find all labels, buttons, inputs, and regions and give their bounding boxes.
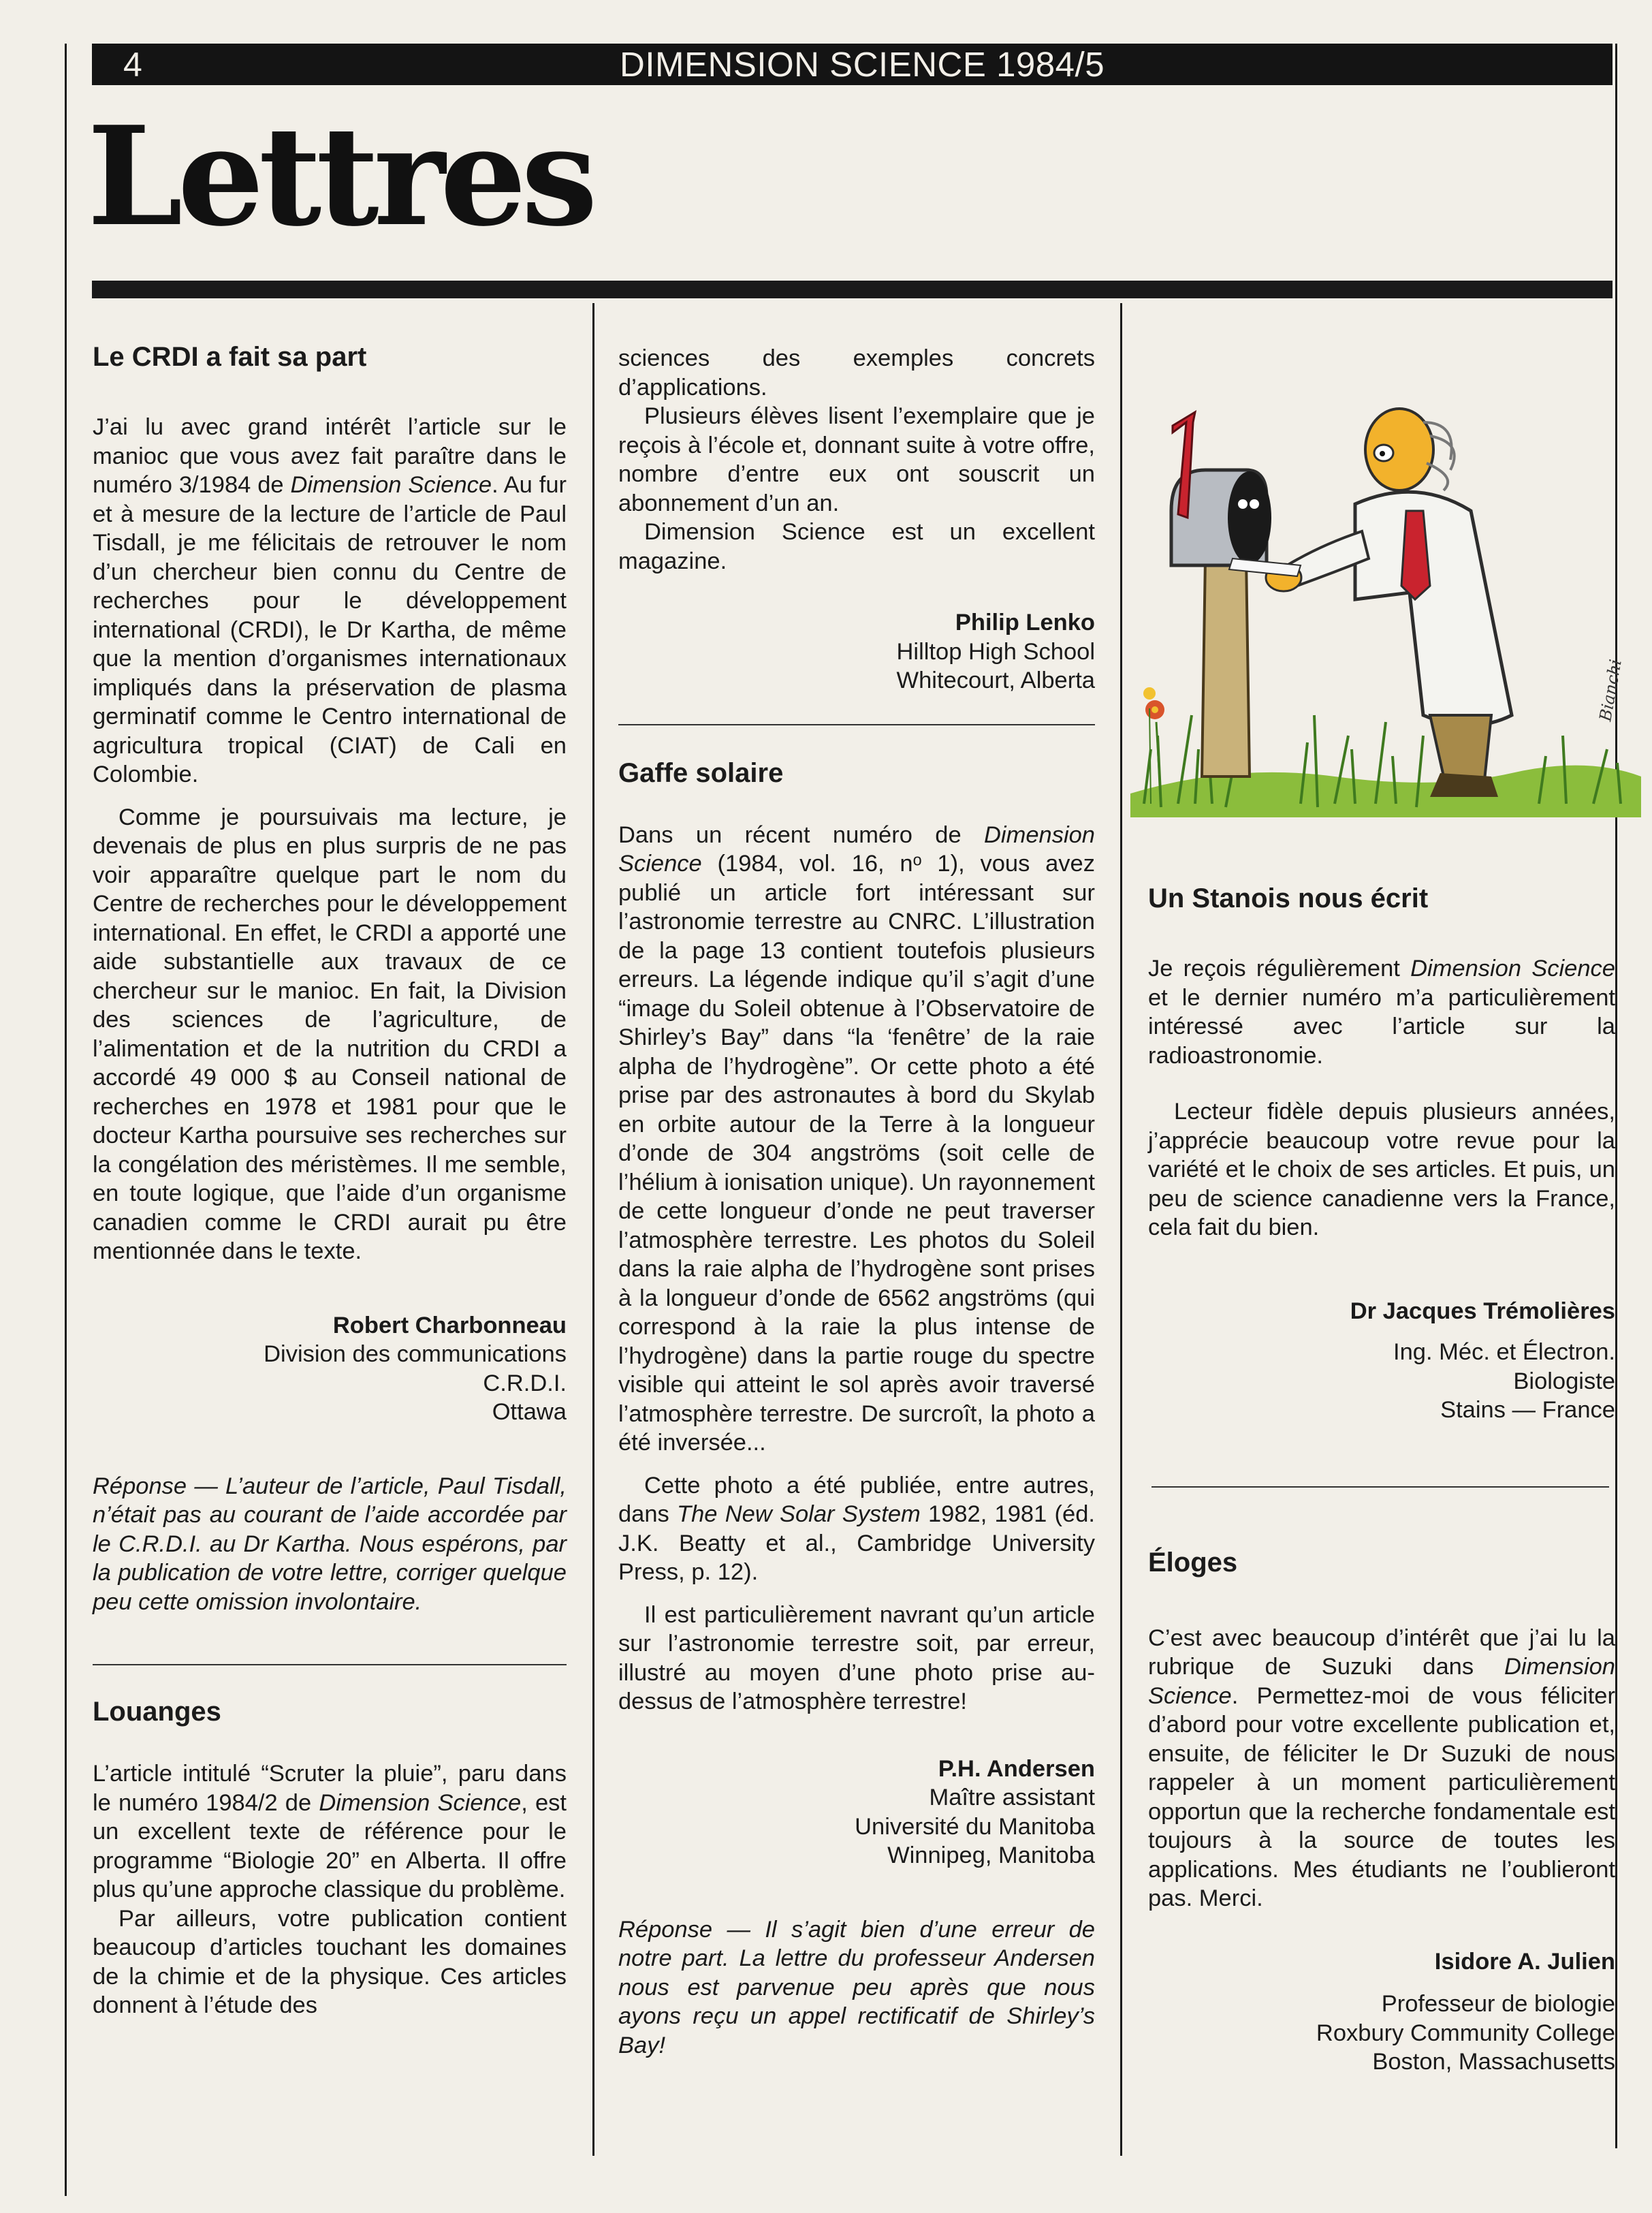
signature-affiliation: Hilltop High School — [896, 638, 1095, 665]
eye-in-mailbox — [1238, 499, 1248, 509]
letter-signature — [1148, 1947, 1615, 2077]
signature-affiliation: Maître assistant — [929, 1785, 1095, 1810]
signature-affiliation: Professeur de biologie — [1381, 1991, 1615, 2017]
letter-heading: Un Stanois nous écrit — [1148, 883, 1429, 913]
editor-reply: Réponse — Il s’agit bien d’une erreur de notre part. La lettre du professeur Andersen nous est parvenue peu après que nous ayons reçu un appel rectificatif de Shirley’s Bay! — [618, 1916, 1095, 2058]
letter-paragraph: Il est particulièrement navrant qu’un article sur l’astronomie terrestre soit, par erreur, illustré au moyen d’une photo prise au-dessus de l’atmosphère terrestre! — [618, 1601, 1095, 1714]
mailbox-cartoon — [1130, 395, 1641, 817]
letter-paragraph: Cette photo a été publiée, entre autres, dans The New Solar System 1982, 1981 (éd. J.K. Beatty et al., Cambridge University Press, p. 12). — [618, 1472, 1095, 1585]
signature-location: Boston, Massachusetts — [1372, 2049, 1615, 2075]
scientist-coat — [1355, 492, 1512, 725]
artist-signature: Bianchi — [1595, 657, 1625, 723]
letter-heading: Louanges — [93, 1697, 221, 1727]
letter-heading: Le CRDI a fait sa part — [93, 342, 367, 372]
mailbox-opening — [1228, 471, 1271, 564]
column-3 — [1148, 882, 1615, 2077]
signature-location: Ottawa — [492, 1399, 567, 1425]
letter-paragraph: J’ai lu avec grand intérêt l’article sur le manioc que vous avez fait paraître dans le numéro 3/1984 de Dimension Science. Au fur et à mesure de la lecture de l’article de Paul Tisdall, je me félicitais de retrouver le nom d’un chercheur bien connu du Centre de recherches pour le développement international (CRDI), le Dr Kartha, de même que la mention d’organismes internationaux impliqués dans la préservation de plasma germinatif comme le Centro international de agricultura tropical (CIAT) de Cali en Colombie. — [93, 414, 567, 787]
right-margin-rule — [1615, 44, 1617, 2148]
letter-signature — [618, 1755, 1095, 1870]
letter-heading: Gaffe solaire — [618, 757, 784, 788]
letter-gaffe-solaire — [618, 757, 1095, 2060]
scientist-pupil — [1380, 451, 1385, 456]
eye-in-mailbox — [1250, 499, 1259, 509]
column-rule-1 — [592, 303, 594, 2156]
signature-affiliation: Université du Manitoba — [855, 1813, 1095, 1840]
letter-separator — [1151, 1486, 1609, 1488]
letter-signature — [618, 608, 1095, 695]
letter-paragraph: Plusieurs élèves lisent l’exemplaire que je reçois à l’école et, donnant suite à votre offre, nombre d’entre eux ont souscrit un abonnement d’un an. — [618, 403, 1095, 516]
letter-paragraph: sciences des exemples concrets d’applications. — [618, 345, 1095, 401]
letter-paragraph: Dimension Science est un excellent magazine. — [618, 519, 1095, 574]
letter-signature — [93, 1311, 567, 1427]
signature-name: Dr Jacques Trémolières — [1350, 1298, 1615, 1324]
letter-separator — [93, 1664, 567, 1665]
scientist-shoes — [1430, 773, 1498, 797]
signature-affiliation: C.R.D.I. — [483, 1370, 567, 1396]
letter-paragraph: Lecteur fidèle depuis plusieurs années, j’apprécie beaucoup votre revue pour la variété et le choix de ses articles. Et puis, un peu de science canadienne vers la France, cela fait du bien. — [1148, 1099, 1615, 1240]
letter-signature — [1148, 1297, 1615, 1425]
signature-location: Stains — France — [1440, 1397, 1615, 1423]
scientist-legs — [1430, 715, 1491, 780]
mailbox-post — [1202, 559, 1250, 776]
letter-paragraph: Comme je poursuivais ma lecture, je devenais de plus en plus surpris de ne pas voir apparaître quelque part le nom du Centre de recherches pour le développement international. En effet, le CRDI a apporté une aide substantielle aux travaux de ce chercheur sur le manioc. En fait, la Division des sciences de l’agriculture, de l’alimentation et de la nutrition du CRDI a accordé 49 000 $ au Conseil national de recherches en 1978 et 1981 pour que le docteur Kartha poursuive ses recherches sur la congélation des méristèmes. Il me semble, en toute logique, que l’aide d’un organisme canadien comme le CRDI aurait pu être mentionnée dans le texte. — [93, 804, 567, 1264]
letter-paragraph: Par ailleurs, votre publication contient beaucoup d’articles touchant les domaines de la chimie et de la physique. Ces articles donnent à l’étude des — [93, 1905, 567, 2018]
signature-affiliation: Roxbury Community College — [1316, 2020, 1615, 2046]
signature-location: Winnipeg, Manitoba — [887, 1842, 1095, 1868]
letter-crdi — [93, 341, 567, 1616]
letter-heading: Éloges — [1148, 1547, 1238, 1578]
column-2 — [618, 344, 1095, 2060]
letter-paragraph: Je reçois régulièrement Dimension Science et le dernier numéro m’a particulièrement intéressé avec l’article sur la radioastronomie. — [1148, 956, 1615, 1069]
editor-reply: Réponse — L’auteur de l’article, Paul Tisdall, n’était pas au courant de l’aide accordée par le C.R.D.I. au Dr Kartha. Nous espérons, par la publication de votre lettre, corriger quelque peu cette omission involontaire. — [93, 1473, 567, 1615]
signature-name: P.H. Andersen — [938, 1755, 1095, 1782]
letter-separator — [618, 724, 1095, 725]
publication-title: DIMENSION SCIENCE 1984/5 — [620, 45, 1105, 84]
signature-location: Whitecourt, Alberta — [896, 668, 1095, 693]
signature-name: Philip Lenko — [955, 610, 1095, 635]
left-margin-rule — [65, 44, 67, 2196]
signature-affiliation: Biologiste — [1513, 1368, 1615, 1394]
column-1 — [93, 341, 567, 2020]
signature-affiliation: Division des communications — [264, 1341, 567, 1367]
signature-name: Isidore A. Julien — [1434, 1948, 1615, 1975]
column-rule-2 — [1120, 303, 1122, 2156]
title-rule — [92, 281, 1613, 298]
letter-paragraph: Dans un récent numéro de Dimension Science (1984, vol. 16, nᵒ 1), vous avez publié un article fort intéressant sur l’astronomie terrestre au CNRC. L’illustration de la page 13 contient toutefois plusieurs erreurs. La légende indique qu’il s’agit d’une “image du Soleil obtenue à l’Observatoire de Shirley’s Bay” dans “la ‘fenêtre’ de la raie alpha de l’hydrogène”. Or cette photo a été prise par des astronautes à bord du Skylab en orbite autour de la Terre à la longueur d’onde de 304 angströms (soit celle de l’hélium à ionisation unique). Un rayonnement de cette longueur d’onde ne peut traverser l’atmosphère terrestre. Les photos du Soleil dans la raie alpha de l’hydrogène sont prises à la longueur d’onde de 6562 angströms (qui correspond à la raie la plus intense de l’hydrogène) dans la partie rouge du spectre visible qui atteint le sol après avoir traversé l’atmosphère terrestre. De surcroît, la photo a été inversée... — [618, 821, 1095, 1456]
letter-stanois — [1148, 882, 1615, 1425]
letter-louanges — [93, 1695, 567, 2020]
signature-affiliation: Ing. Méc. et Électron. — [1393, 1339, 1615, 1365]
page-number: 4 — [123, 46, 142, 84]
letter-paragraph: L’article intitulé “Scruter la pluie”, paru dans le numéro 1984/2 de Dimension Science, est un excellent texte de référence pour le programme “Biologie 20” en Alberta. Il offre plus qu’une approche classique du problème. — [93, 1761, 567, 1902]
letter-eloges — [1148, 1546, 1615, 2077]
letter-paragraph: C’est avec beaucoup d’intérêt que j’ai lu la rubrique de Suzuki dans Dimension Science. Permettez-moi de vous féliciter d’abord pour votre excellente publication et, ensuite, de féliciter le Dr Suzuki de nous rappeler à un moment particulièrement opportun que la recherche fondamentale est toujours à la source de toutes les applications. Mes étudiants ne l’oublieront pas. Merci. — [1148, 1625, 1615, 1911]
running-header — [92, 44, 1613, 85]
letter-louanges-continued — [618, 344, 1095, 695]
section-title: Lettres — [87, 97, 592, 257]
signature-name: Robert Charbonneau — [332, 1312, 567, 1338]
